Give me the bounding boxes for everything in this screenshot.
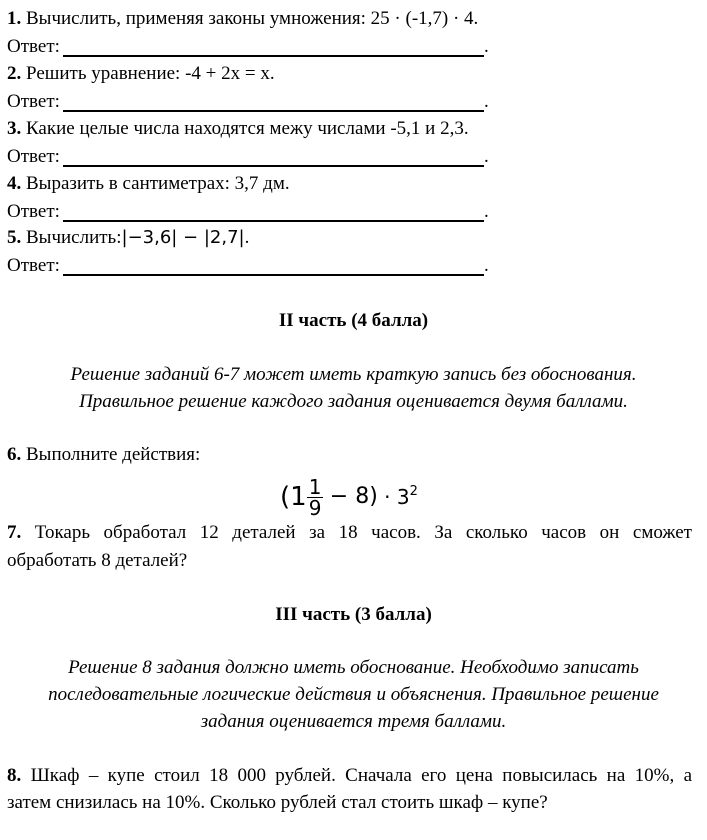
task-8-line-1 [7, 765, 692, 787]
answer-label: Ответ: [7, 201, 60, 222]
task-text: Решить уравнение: -4 + 2x = x. [21, 63, 275, 84]
task-text: Выразить в сантиметрах: 3,7 дм. [21, 173, 290, 194]
task-number: 1. [7, 8, 22, 29]
task-tail: . [244, 227, 250, 248]
formula-dot: · [384, 485, 391, 510]
task-number: 3. [7, 118, 22, 139]
formula-exponent: 2 [409, 484, 418, 499]
fraction [307, 474, 324, 520]
answer-end: . [484, 36, 489, 57]
answer-end: . [484, 255, 489, 276]
part-2-heading: II часть (4 балла) [278, 310, 429, 331]
answer-field[interactable] [63, 165, 484, 167]
answer-field[interactable] [63, 110, 484, 112]
formula-rest: − 8) [329, 484, 378, 510]
task-text: Какие целые числа находятся межу числами -5,1 и 2,3. [21, 118, 469, 139]
task-text: Шкаф – купе стоил 18 000 рублей. Сначала его цена повысилась на 10%, а [21, 765, 692, 786]
answer-field[interactable] [63, 274, 484, 276]
answer-label: Ответ: [7, 36, 60, 57]
answer-label: Ответ: [7, 146, 60, 167]
task-number: 8. [7, 765, 22, 786]
task-text: Вычислить, применяя законы умножения: 25 · (-1,7) · 4. [21, 8, 479, 29]
task-number: 6. [7, 444, 22, 465]
answer-label: Ответ: [7, 91, 60, 112]
task-number: 4. [7, 173, 22, 194]
task-text: Токарь обработал 12 деталей за 18 часов. За сколько часов он сможет [21, 522, 692, 543]
part-3-note-line-1: Решение 8 задания должно иметь обоснование. Необходимо записать [68, 657, 639, 678]
answer-end: . [484, 201, 489, 222]
task-math: |−3,6| − |2,7| [121, 227, 245, 248]
task-7-line-2: обработать 8 деталей? [7, 550, 188, 571]
task-2 [7, 63, 275, 85]
answer-end: . [484, 146, 489, 167]
part-3-note-line-3: задания оценивается тремя баллами. [200, 711, 507, 732]
task-1 [7, 8, 478, 30]
part-3-note-line-2: последовательные логические действия и объяснения. Правильное решение [48, 684, 659, 705]
formula-open: (1 [280, 482, 307, 513]
task-8-line-2: затем снизилась на 10%. Сколько рублей стал стоить шкаф – купе? [7, 792, 548, 813]
task-number: 7. [7, 522, 22, 543]
task-number: 2. [7, 63, 22, 84]
part-2-note-line-2: Правильное решение каждого задания оценивается двумя баллами. [79, 391, 628, 412]
task-text: Вычислить: [21, 227, 122, 248]
task-5 [7, 227, 249, 249]
fraction-denominator: 9 [308, 495, 322, 520]
answer-end: . [484, 91, 489, 112]
task-7-line-1 [7, 522, 692, 544]
part-2-note-line-1: Решение заданий 6-7 может иметь краткую запись без обоснования. [70, 364, 637, 385]
task-4 [7, 173, 290, 195]
task-3 [7, 118, 469, 140]
task-number: 5. [7, 227, 22, 248]
answer-field[interactable] [63, 55, 484, 57]
answer-field[interactable] [63, 220, 484, 222]
fraction-numerator: 1 [308, 474, 322, 499]
task-6 [7, 444, 200, 466]
task-text: Выполните действия: [21, 444, 201, 465]
formula [280, 466, 418, 523]
part-3-heading: III часть (3 балла) [275, 604, 432, 625]
answer-label: Ответ: [7, 255, 60, 276]
formula-base: 3 [396, 485, 410, 510]
